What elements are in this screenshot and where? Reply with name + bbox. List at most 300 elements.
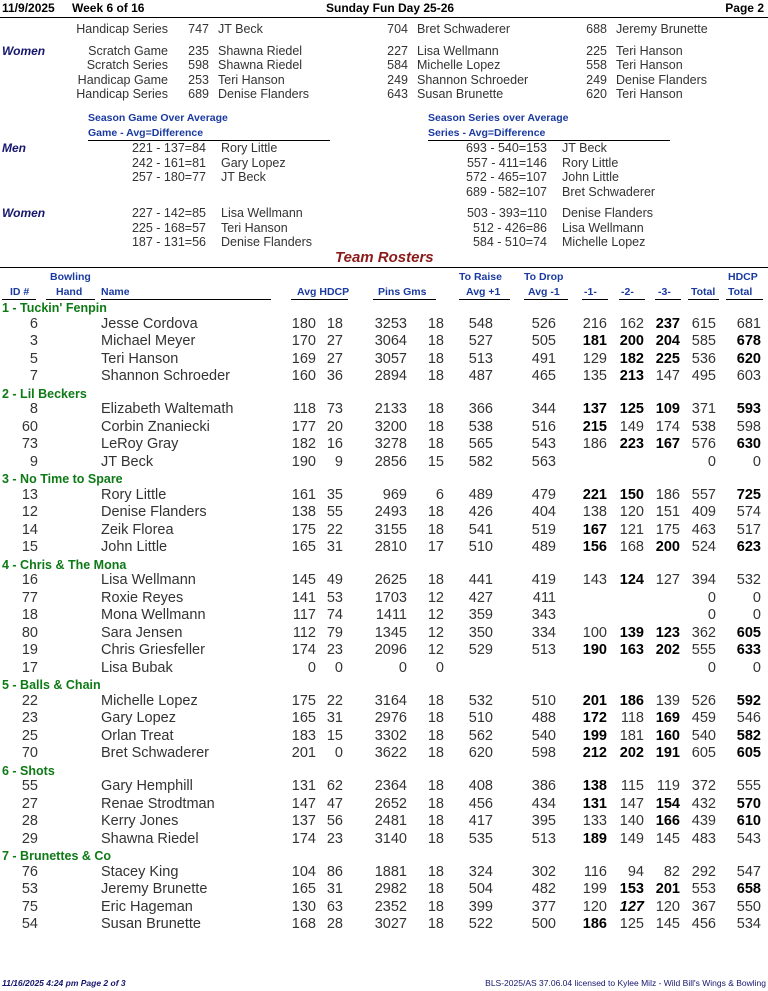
- to-drop: 302: [531, 863, 556, 880]
- to-raise: 565: [468, 436, 493, 452]
- bowler-name: Susan Brunette: [101, 916, 201, 932]
- scratch-total: 483: [691, 830, 716, 847]
- handicap-total: 603: [736, 368, 761, 384]
- games: 18: [427, 368, 444, 384]
- game-2: 213: [619, 368, 644, 384]
- over-avg-name: Lisa Wellmann: [221, 206, 303, 220]
- bowler-id: 15: [21, 539, 38, 555]
- pins: 2856: [374, 453, 407, 470]
- bowler-name: Shawna Riedel: [218, 44, 303, 58]
- over-avg-name: Bret Schwaderer: [562, 184, 656, 199]
- games: 18: [427, 333, 444, 349]
- handicap-total: 678: [736, 333, 761, 349]
- average: 183: [291, 727, 316, 744]
- game-2: 121: [619, 521, 644, 538]
- bowler-name: Shawna Riedel: [101, 830, 199, 847]
- column-underline: [524, 299, 568, 300]
- games: 18: [427, 572, 444, 588]
- footer-timestamp: 11/16/2025 4:24 pm Page 2 of 3: [2, 978, 126, 988]
- bowler-id: 8: [29, 401, 38, 417]
- handicap: 53: [326, 589, 343, 606]
- over-avg-name: JT Beck: [562, 141, 607, 155]
- col-total: Total: [691, 286, 716, 298]
- games: 18: [427, 401, 444, 417]
- bowler-name: Teri Hanson: [218, 73, 285, 87]
- handicap: 63: [326, 898, 343, 915]
- handicap: 23: [326, 830, 343, 847]
- game-3: 174: [655, 418, 680, 435]
- pins: 969: [382, 486, 407, 503]
- pins: 2652: [374, 795, 407, 812]
- handicap: 79: [326, 624, 343, 641]
- to-drop: 465: [531, 368, 556, 384]
- games: 12: [427, 642, 444, 658]
- col-hdcp-top: HDCP: [728, 271, 758, 283]
- bowler-name: Renae Strodtman: [101, 795, 215, 812]
- to-raise: 504: [468, 881, 493, 897]
- over-avg-name: Teri Hanson: [221, 220, 288, 235]
- games: 18: [427, 778, 444, 794]
- bowler-name: Zeik Florea: [101, 521, 174, 538]
- bowler-name: Chris Griesfeller: [101, 642, 205, 658]
- scratch-total: 557: [691, 486, 716, 503]
- bowler-name: Corbin Znaniecki: [101, 418, 210, 435]
- pins: 1881: [374, 863, 407, 880]
- scratch-total: 0: [707, 607, 716, 623]
- average: 201: [291, 745, 316, 761]
- handicap: 16: [326, 436, 343, 452]
- average: 137: [291, 813, 316, 829]
- games: 18: [427, 881, 444, 897]
- average: 165: [291, 710, 316, 726]
- handicap-total: 543: [736, 830, 761, 847]
- col-raise: Avg +1: [466, 286, 501, 298]
- game-over-avg-subtitle: Game - Avg=Difference: [88, 127, 204, 139]
- bowler-id: 54: [21, 916, 38, 932]
- game-3: 202: [655, 642, 680, 658]
- category-label: Handicap Game: [77, 73, 168, 87]
- game-3: 109: [655, 401, 680, 417]
- bowler-name: Elizabeth Waltemath: [101, 401, 234, 417]
- handicap: 0: [334, 659, 343, 676]
- bowler-name: Denise Flanders: [101, 504, 207, 520]
- col-avg-hdcp: Avg HDCP: [297, 286, 350, 298]
- game-2: 153: [619, 881, 644, 897]
- handicap-total: 570: [736, 795, 761, 812]
- game-1: 129: [582, 350, 607, 367]
- series-over-avg-subtitle: Series - Avg=Difference: [428, 127, 546, 139]
- handicap: 31: [326, 710, 343, 726]
- to-raise: 399: [468, 898, 493, 915]
- handicap-total: 630: [736, 436, 761, 452]
- game-1: 172: [582, 710, 607, 726]
- bowler-name: Bret Schwaderer: [101, 745, 209, 761]
- bowler-name: Gary Hemphill: [101, 778, 193, 794]
- game-1: 135: [582, 368, 607, 384]
- average: 174: [291, 830, 316, 847]
- game-3: 82: [663, 863, 680, 880]
- score-value: 689: [188, 87, 209, 101]
- pins: 2364: [374, 778, 407, 794]
- to-drop: 513: [531, 642, 556, 658]
- to-drop: 513: [531, 830, 556, 847]
- game-1: 199: [582, 727, 607, 744]
- over-avg-calc: 227 - 142=85: [131, 206, 206, 220]
- league-title: Sunday Fun Day 25-26: [326, 1, 455, 15]
- scratch-total: 459: [691, 710, 716, 726]
- to-raise: 324: [468, 863, 493, 880]
- scratch-total: 367: [691, 898, 716, 915]
- bowler-id: 3: [29, 333, 38, 349]
- bowler-name: Michelle Lopez: [101, 692, 198, 709]
- to-raise: 541: [468, 521, 493, 538]
- col-pins-gms: Pins Gms: [378, 286, 427, 298]
- column-underline: [619, 299, 645, 300]
- column-underline: [655, 299, 681, 300]
- scratch-total: 536: [691, 350, 716, 367]
- to-raise: 510: [468, 710, 493, 726]
- team-name: 3 - No Time to Spare: [2, 472, 123, 486]
- score-value: 747: [188, 22, 209, 36]
- handicap: 62: [326, 778, 343, 794]
- over-avg-name: Rory Little: [562, 155, 619, 170]
- average: 117: [292, 607, 316, 623]
- handicap-total: 0: [752, 659, 761, 676]
- average: 168: [291, 916, 316, 932]
- handicap: 31: [326, 881, 343, 897]
- game-3: 120: [655, 898, 680, 915]
- page-label: Page 2: [725, 1, 764, 15]
- games: 18: [427, 830, 444, 847]
- game-1: 215: [582, 418, 607, 435]
- to-drop: 563: [531, 453, 556, 470]
- bowler-name: Denise Flanders: [218, 87, 310, 101]
- bowler-name: Denise Flanders: [616, 73, 708, 87]
- handicap: 35: [326, 486, 343, 503]
- bowler-name: Michelle Lopez: [417, 58, 501, 72]
- average: 0: [307, 659, 316, 676]
- category-label: Handicap Series: [76, 22, 168, 36]
- game-3: 166: [655, 813, 680, 829]
- average: 145: [291, 572, 316, 588]
- handicap-total: 0: [752, 607, 761, 623]
- week-label: Week 6 of 16: [72, 1, 145, 15]
- game-2: 149: [619, 418, 644, 435]
- games: 18: [427, 898, 444, 915]
- bowler-name: JT Beck: [101, 453, 154, 470]
- over-avg-calc: 572 - 465=107: [466, 170, 547, 184]
- pins: 3200: [374, 418, 407, 435]
- team-name: 1 - Tuckin' Fenpin: [2, 301, 107, 315]
- average: 131: [291, 778, 316, 794]
- handicap-total: 623: [736, 539, 761, 555]
- bowler-id: 6: [29, 315, 38, 332]
- game-1: 137: [582, 401, 607, 417]
- team-rosters-title: Team Rosters: [335, 249, 434, 266]
- bowler-name: Sara Jensen: [101, 624, 183, 641]
- handicap-total: 517: [736, 521, 761, 538]
- bowler-name: Susan Brunette: [417, 87, 504, 101]
- pins: 2894: [374, 368, 407, 384]
- game-1: 186: [582, 916, 607, 932]
- games: 18: [427, 521, 444, 538]
- game-3: 160: [655, 727, 680, 744]
- bowler-name: Gary Lopez: [101, 710, 176, 726]
- to-drop: 411: [532, 589, 556, 606]
- handicap-total: 725: [736, 486, 761, 503]
- over-avg-name: Gary Lopez: [221, 155, 286, 170]
- handicap-total: 550: [736, 898, 761, 915]
- bowler-name: Lisa Bubak: [101, 659, 173, 676]
- average: 141: [291, 589, 316, 606]
- scratch-total: 292: [691, 863, 716, 880]
- bowler-name: LeRoy Gray: [101, 436, 179, 452]
- scratch-total: 372: [691, 778, 716, 794]
- scratch-total: 394: [691, 572, 716, 588]
- handicap: 22: [326, 521, 343, 538]
- games: 18: [427, 916, 444, 932]
- to-drop: 500: [531, 916, 556, 932]
- average: 182: [291, 436, 316, 452]
- average: 174: [291, 642, 316, 658]
- handicap-total: 620: [736, 350, 761, 367]
- bowler-name: Shannon Schroeder: [417, 73, 529, 87]
- bowler-id: 76: [21, 863, 38, 880]
- pins: 1345: [374, 624, 407, 641]
- bowler-id: 7: [29, 368, 38, 384]
- bowler-name: Lisa Wellmann: [101, 572, 196, 588]
- gender-label: Women: [2, 44, 46, 58]
- scratch-total: 362: [691, 624, 716, 641]
- game-1: 116: [583, 863, 607, 880]
- to-drop: 386: [531, 778, 556, 794]
- game-2: 182: [619, 350, 644, 367]
- over-avg-calc: 187 - 131=56: [131, 235, 206, 249]
- bowler-name: Teri Hanson: [616, 44, 683, 58]
- game-3: 119: [656, 778, 680, 794]
- games: 18: [427, 315, 444, 332]
- bowler-name: Kerry Jones: [101, 813, 179, 829]
- to-raise: 513: [468, 350, 493, 367]
- bowler-id: 5: [29, 350, 38, 367]
- pins: 1411: [375, 607, 407, 623]
- col-hand: Hand: [56, 286, 83, 298]
- handicap: 20: [326, 418, 343, 435]
- over-avg-calc: 693 - 540=153: [466, 141, 547, 155]
- column-underline: [459, 299, 510, 300]
- to-raise: 487: [468, 368, 493, 384]
- game-1: 189: [582, 830, 607, 847]
- bowler-name: Teri Hanson: [616, 87, 683, 101]
- scratch-total: 524: [691, 539, 716, 555]
- scratch-total: 0: [707, 453, 716, 470]
- game-2: 200: [619, 333, 644, 349]
- column-underline: [101, 299, 271, 300]
- game-1: 221: [582, 486, 607, 503]
- over-avg-name: Denise Flanders: [562, 206, 654, 220]
- men-label: Men: [2, 141, 26, 155]
- game-3: 201: [655, 881, 680, 897]
- game-3: 169: [655, 710, 680, 726]
- bowler-id: 77: [21, 589, 38, 606]
- handicap-total: 605: [736, 624, 761, 641]
- average: 118: [292, 401, 316, 417]
- bowler-id: 9: [29, 453, 38, 470]
- handicap: 49: [326, 572, 343, 588]
- bowler-name: Stacey King: [101, 863, 179, 880]
- handicap: 27: [326, 350, 343, 367]
- pins: 3253: [374, 315, 407, 332]
- game-2: 120: [619, 504, 644, 520]
- pins: 3064: [374, 333, 407, 349]
- pins: 3278: [374, 436, 407, 452]
- scratch-total: 585: [691, 333, 716, 349]
- pins: 2982: [374, 881, 407, 897]
- handicap: 56: [326, 813, 343, 829]
- bowler-name: Rory Little: [101, 486, 167, 503]
- game-2: 181: [619, 727, 644, 744]
- to-drop: 404: [531, 504, 556, 520]
- pins: 3622: [374, 745, 407, 761]
- handicap: 28: [326, 916, 343, 932]
- game-2: 124: [619, 572, 644, 588]
- game-2: 149: [619, 830, 644, 847]
- handicap: 0: [334, 745, 343, 761]
- bowler-name: Orlan Treat: [101, 727, 174, 744]
- bowler-id: 12: [21, 504, 38, 520]
- score-value: 249: [586, 73, 607, 87]
- over-avg-calc: 557 - 411=146: [466, 155, 547, 170]
- handicap-total: 593: [736, 401, 761, 417]
- scratch-total: 409: [691, 504, 716, 520]
- game-3: 123: [655, 624, 680, 641]
- game-3: 204: [655, 333, 680, 349]
- game-1: 131: [582, 795, 607, 812]
- game-1: 120: [582, 898, 607, 915]
- game-2: 163: [619, 642, 644, 658]
- game-3: 145: [655, 916, 680, 932]
- handicap-total: 532: [736, 572, 761, 588]
- bowler-id: 75: [21, 898, 38, 915]
- pins: 3057: [374, 350, 407, 367]
- scratch-total: 0: [707, 659, 716, 676]
- games: 18: [427, 710, 444, 726]
- women-label: Women: [2, 206, 46, 220]
- bowler-id: 28: [21, 813, 38, 829]
- game-2: 125: [619, 401, 644, 417]
- pins: 3164: [374, 692, 407, 709]
- game-3: 145: [655, 830, 680, 847]
- game-1: 138: [582, 504, 607, 520]
- to-drop: 519: [531, 521, 556, 538]
- score-value: 253: [188, 73, 209, 87]
- handicap-total: 0: [752, 453, 761, 470]
- col-hand-top: Bowling: [50, 271, 91, 283]
- score-value: 704: [387, 22, 408, 36]
- bowler-name: Lisa Wellmann: [417, 44, 499, 58]
- average: 180: [291, 315, 316, 332]
- handicap-total: 681: [736, 315, 761, 332]
- handicap-total: 574: [736, 504, 761, 520]
- over-avg-name: Rory Little: [221, 141, 278, 155]
- handicap-total: 547: [736, 863, 761, 880]
- bowler-name: Shannon Schroeder: [101, 368, 230, 384]
- pins: 2352: [374, 898, 407, 915]
- game-2: 118: [620, 710, 644, 726]
- bowler-id: 27: [21, 795, 38, 812]
- average: 190: [291, 453, 316, 470]
- header-rule: [0, 17, 768, 18]
- bowler-id: 80: [21, 624, 38, 641]
- game-3: 167: [655, 436, 680, 452]
- bowler-name: Jesse Cordova: [101, 315, 198, 332]
- to-raise: 529: [468, 642, 493, 658]
- to-drop: 419: [531, 572, 556, 588]
- bowler-name: Michael Meyer: [101, 333, 196, 349]
- game-over-avg-title: Season Game Over Average: [88, 112, 228, 124]
- score-value: 598: [188, 58, 209, 72]
- to-drop: 377: [531, 898, 556, 915]
- handicap-total: 534: [736, 916, 761, 932]
- footer-license: BLS-2025/AS 37.06.04 licensed to Kylee Milz - Wild Bill's Wings & Bowling: [485, 978, 766, 988]
- games: 12: [427, 624, 444, 641]
- games: 18: [427, 727, 444, 744]
- scratch-total: 439: [691, 813, 716, 829]
- handicap: 18: [326, 315, 343, 332]
- to-drop: 344: [531, 401, 556, 417]
- scratch-total: 463: [691, 521, 716, 538]
- bowler-id: 73: [21, 436, 38, 452]
- to-raise: 489: [468, 486, 493, 503]
- bowler-id: 14: [21, 521, 38, 538]
- bowler-id: 29: [21, 830, 38, 847]
- to-raise: 456: [468, 795, 493, 812]
- scratch-total: 553: [691, 881, 716, 897]
- game-2: 186: [619, 692, 644, 709]
- bowler-id: 13: [21, 486, 38, 503]
- to-drop: 505: [531, 333, 556, 349]
- handicap-total: 610: [736, 813, 761, 829]
- pins: 2096: [374, 642, 407, 658]
- bowler-name: Jeremy Brunette: [101, 881, 208, 897]
- bowler-name: Mona Wellmann: [101, 607, 206, 623]
- bowler-id: 55: [21, 778, 38, 794]
- game-2: 94: [627, 863, 644, 880]
- game-3: 175: [655, 521, 680, 538]
- to-drop: 479: [531, 486, 556, 503]
- bowler-name: Teri Hanson: [101, 350, 179, 367]
- pins: 0: [398, 659, 407, 676]
- column-underline: [582, 299, 608, 300]
- bowler-id: 16: [21, 572, 38, 588]
- game-2: 139: [619, 624, 644, 641]
- games: 18: [427, 418, 444, 435]
- to-raise: 350: [468, 624, 493, 641]
- bowler-name: John Little: [101, 539, 168, 555]
- pins: 3302: [374, 727, 407, 744]
- scratch-total: 605: [691, 745, 716, 761]
- category-label: Handicap Series: [76, 87, 168, 101]
- game-2: 125: [619, 916, 644, 932]
- team-name: 5 - Balls & Chain: [2, 678, 101, 692]
- to-raise: 527: [468, 333, 493, 349]
- over-avg-calc: 512 - 426=86: [472, 220, 547, 235]
- game-3: 154: [655, 795, 680, 812]
- handicap: 73: [326, 401, 343, 417]
- series-over-avg-title: Season Series over Average: [428, 112, 569, 124]
- handicap-total: 633: [736, 642, 761, 658]
- col-drop: Avg -1: [528, 286, 560, 298]
